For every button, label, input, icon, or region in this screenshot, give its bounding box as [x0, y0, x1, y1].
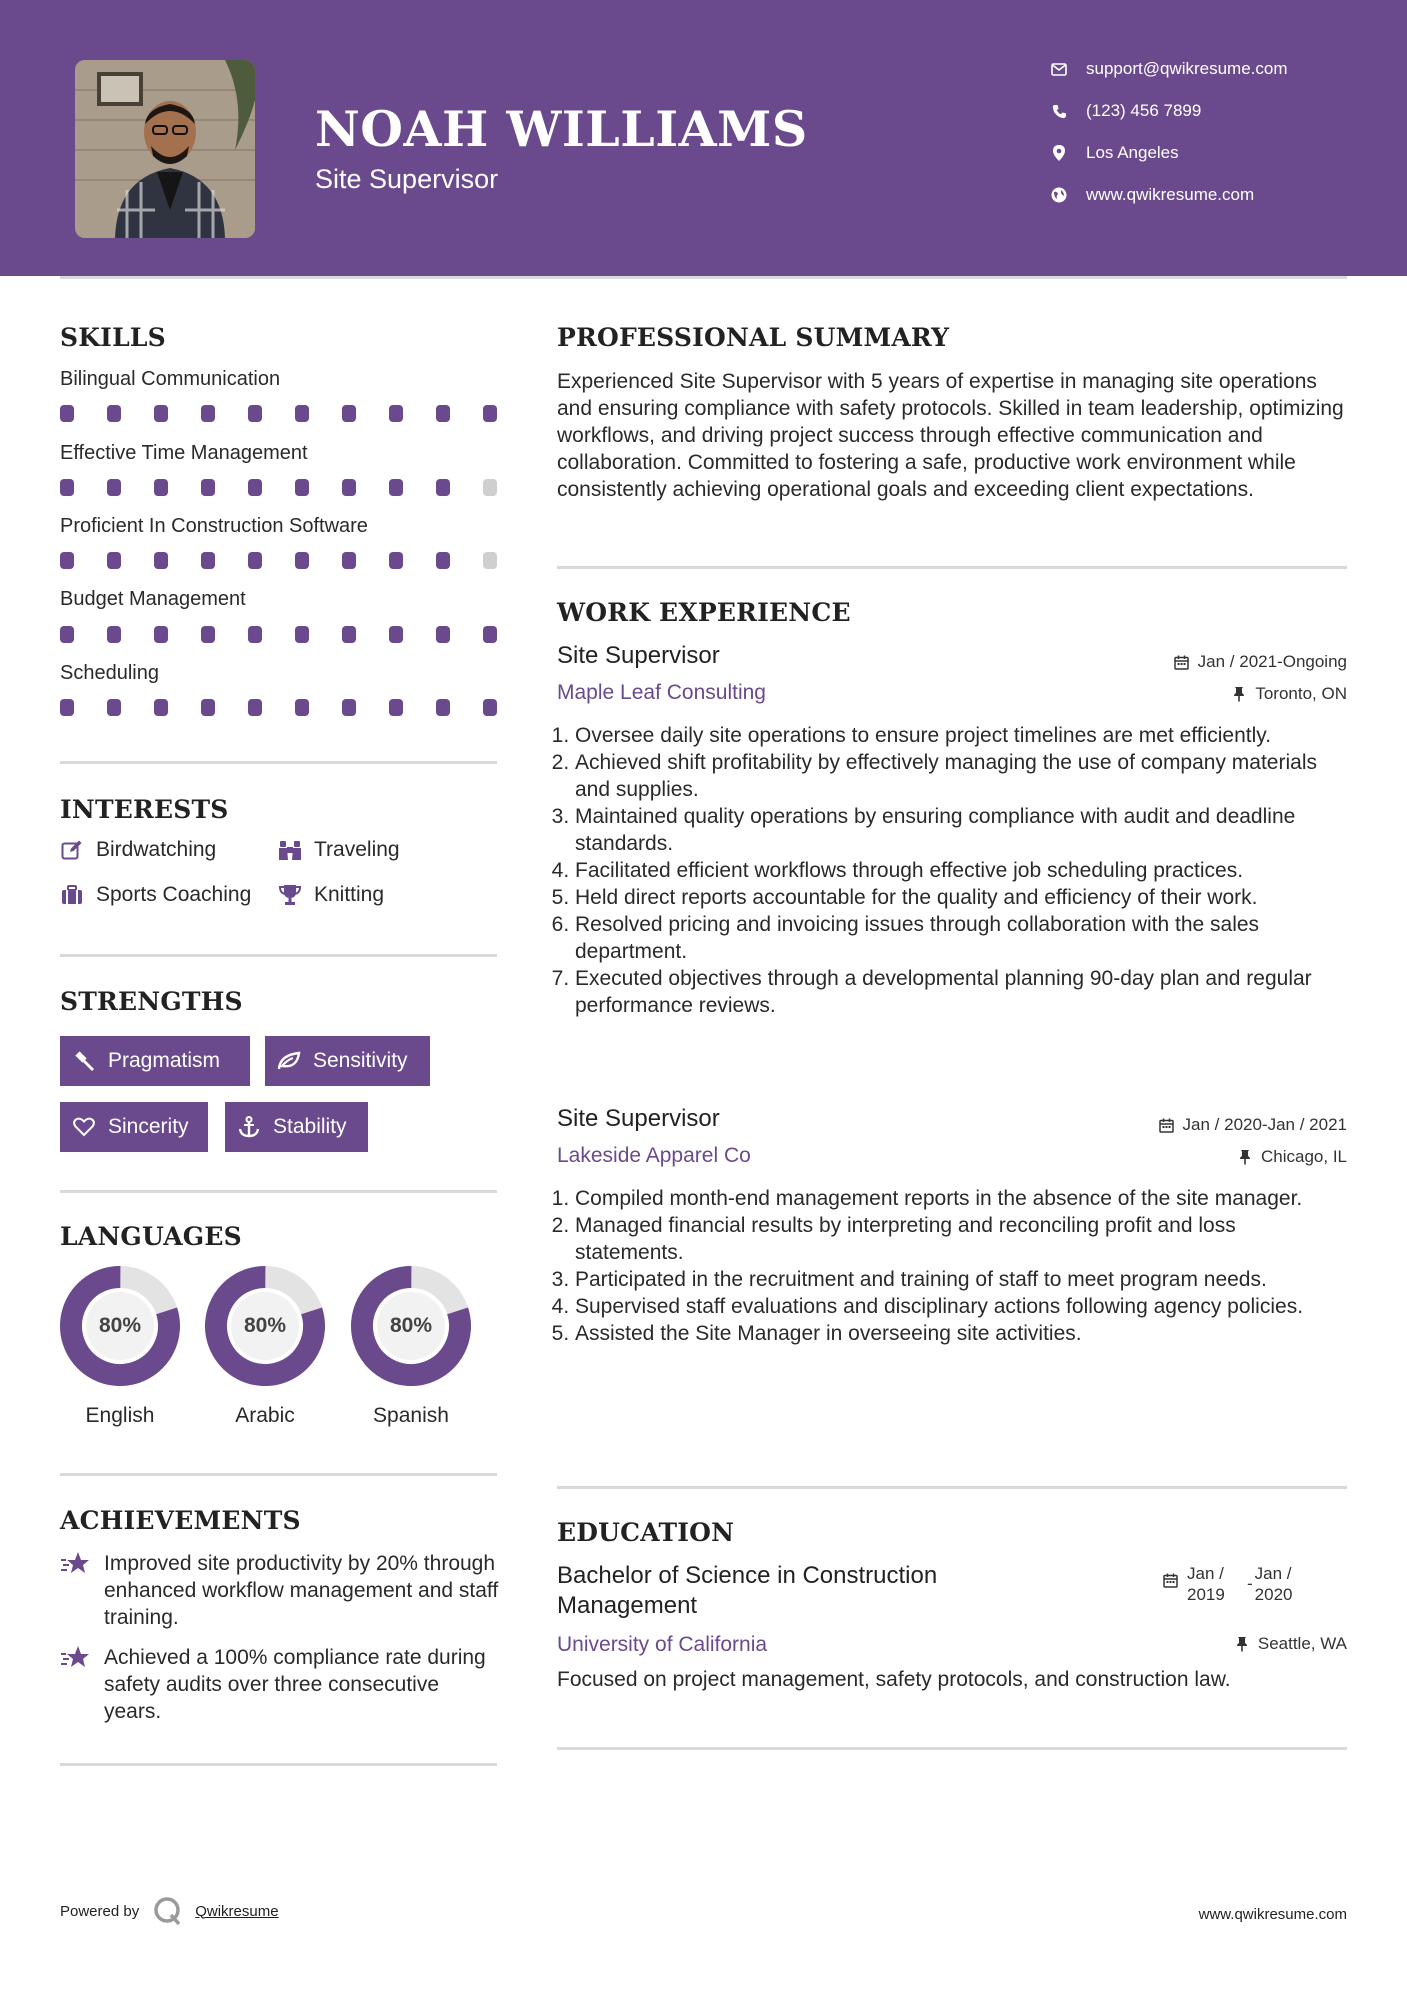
experience-heading: WORK EXPERIENCE — [557, 598, 851, 627]
contact-email-text: support@qwikresume.com — [1086, 59, 1288, 78]
achievement-item — [60, 1550, 500, 1631]
contact-website[interactable] — [1050, 182, 1350, 208]
achievement-text: Improved site productivity by 20% through enhanced workflow management and staff training. — [104, 1552, 499, 1629]
skill-dot-filled — [342, 552, 356, 569]
duty-item: 5. Held direct reports accountable for the quality and efficiency of their work. — [575, 884, 1350, 911]
skill-dot-filled — [436, 479, 450, 496]
skill-dot-filled — [436, 699, 450, 716]
star-icon — [60, 1644, 90, 1674]
leaf-icon — [277, 1049, 301, 1073]
profile-photo — [75, 60, 255, 238]
candidate-title: Site Supervisor — [315, 164, 499, 194]
resume-header — [0, 0, 1407, 276]
skill-dot-filled — [60, 405, 74, 422]
skill-dot-filled — [389, 699, 403, 716]
footer-website[interactable]: www.qwikresume.com — [1198, 1906, 1347, 1923]
interest-item — [278, 883, 384, 907]
strengths-heading: STRENGTHS — [60, 987, 243, 1016]
skill-dot-filled — [342, 479, 356, 496]
interest-item — [60, 838, 216, 862]
skill-dot-filled — [295, 699, 309, 716]
qwikresume-link[interactable]: Qwikresume — [195, 1902, 279, 1920]
skill-dot-filled — [295, 479, 309, 496]
job-dates-text: Jan / 2020-Jan / 2021 — [1182, 1115, 1347, 1134]
job-role: Site Supervisor — [557, 642, 720, 669]
skill-dot-filled — [154, 699, 168, 716]
pushpin-icon — [1237, 1149, 1253, 1165]
duty-item: 3. Participated in the recruitment and training of staff to meet program needs. — [575, 1266, 1350, 1293]
skill-dot-filled — [60, 552, 74, 569]
skill-dot-filled — [248, 552, 262, 569]
job-location-text: Toronto, ON — [1255, 684, 1347, 703]
job-location — [1231, 684, 1347, 704]
star-icon — [60, 1550, 90, 1580]
skill-dot-filled — [248, 699, 262, 716]
skill-dot-filled — [483, 699, 497, 716]
globe-icon — [1050, 186, 1068, 204]
language-item — [203, 1264, 327, 1427]
job-duties — [575, 1185, 1350, 1347]
language-name: Arabic — [235, 1404, 295, 1427]
duty-item: 5. Assisted the Site Manager in overseeing site activities. — [575, 1320, 1350, 1347]
strength-tag — [265, 1036, 430, 1086]
skill-rating — [60, 699, 497, 717]
contact-phone[interactable] — [1050, 98, 1350, 124]
duty-item: 6. Resolved pricing and invoicing issues through collaboration with the sales department. — [575, 911, 1350, 965]
language-percent: 80% — [98, 1314, 142, 1337]
pushpin-icon — [1231, 686, 1247, 702]
degree-line: Bachelor of Science in Construction — [557, 1562, 938, 1589]
strength-tag — [225, 1102, 368, 1152]
skill-dot-filled — [295, 552, 309, 569]
education-end-month: Jan / — [1254, 1564, 1292, 1583]
duty-item: 7. Executed objectives through a developmental planning 90-day plan and regular performance reviews. — [575, 965, 1350, 1019]
interest-label: Birdwatching — [96, 838, 217, 861]
skill-dot-filled — [201, 552, 215, 569]
calendar-icon — [1159, 1117, 1175, 1133]
languages-heading: LANGUAGES — [60, 1222, 242, 1251]
skill-dot-filled — [201, 626, 215, 643]
skill-dot-filled — [342, 405, 356, 422]
contact-location-text: Los Angeles — [1086, 143, 1179, 162]
summary-heading: PROFESSIONAL SUMMARY — [557, 323, 950, 352]
skill-dot-filled — [389, 479, 403, 496]
education-start-year: 2019 — [1187, 1585, 1225, 1604]
job-duties — [575, 722, 1350, 1019]
education-heading: EDUCATION — [557, 1518, 735, 1547]
strength-tag — [60, 1102, 208, 1152]
job-company: Lakeside Apparel Co — [557, 1144, 751, 1167]
skill-dot-filled — [295, 626, 309, 643]
contact-phone-text: (123) 456 7899 — [1086, 101, 1202, 120]
skill-dot-filled — [60, 699, 74, 716]
section-divider — [60, 1763, 497, 1766]
skill-dot-filled — [154, 479, 168, 496]
skill-dot-filled — [107, 699, 121, 716]
duty-item: 4. Supervised staff evaluations and disciplinary actions following agency policies. — [575, 1293, 1350, 1320]
skill-dot-empty — [483, 552, 497, 569]
strength-label: Sensitivity — [313, 1049, 408, 1072]
contact-location — [1050, 140, 1350, 166]
calendar-icon — [1163, 1573, 1179, 1589]
school-name: University of California — [557, 1633, 768, 1656]
skill-dot-filled — [436, 552, 450, 569]
section-divider — [557, 566, 1347, 569]
skills-heading: SKILLS — [60, 323, 166, 352]
achievements-heading: ACHIEVEMENTS — [60, 1506, 301, 1535]
section-divider — [60, 1190, 497, 1193]
skill-dot-filled — [154, 626, 168, 643]
briefcase-icon — [60, 883, 84, 907]
contact-email[interactable] — [1050, 56, 1350, 82]
skill-dot-filled — [154, 552, 168, 569]
education-end — [1255, 1563, 1307, 1605]
interests-heading: INTERESTS — [60, 795, 229, 824]
language-item — [349, 1264, 473, 1427]
interest-label: Traveling — [314, 838, 400, 861]
skill-rating — [60, 626, 497, 644]
language-item — [58, 1264, 182, 1427]
strength-label: Sincerity — [108, 1115, 189, 1138]
duty-item: 4. Facilitated efficient workflows through effective job scheduling practices. — [575, 857, 1350, 884]
section-divider — [60, 761, 497, 764]
trophy-icon — [278, 883, 302, 907]
skill-label: Scheduling — [60, 662, 159, 684]
job-dates — [1159, 1115, 1347, 1135]
anchor-icon — [237, 1115, 261, 1139]
skill-dot-filled — [107, 405, 121, 422]
job-dates-text: Jan / 2021-Ongoing — [1197, 652, 1347, 671]
skill-label: Bilingual Communication — [60, 368, 281, 390]
footer-powered-by — [60, 1896, 279, 1926]
job-role: Site Supervisor — [557, 1105, 720, 1132]
education-end-year: 2020 — [1254, 1585, 1293, 1604]
skill-dot-filled — [60, 479, 74, 496]
skill-rating — [60, 479, 497, 497]
strength-tag — [60, 1036, 250, 1086]
skill-dot-filled — [436, 405, 450, 422]
skill-dot-filled — [201, 699, 215, 716]
job-location-text: Chicago, IL — [1261, 1147, 1347, 1166]
duty-item: 1. Compiled month-end management reports in the absence of the site manager. — [575, 1185, 1350, 1212]
skill-label: Proficient In Construction Software — [60, 515, 368, 537]
edit-icon — [60, 838, 84, 862]
skill-dot-filled — [342, 699, 356, 716]
skill-dot-filled — [295, 405, 309, 422]
heart-icon — [72, 1115, 96, 1139]
contact-website-text: www.qwikresume.com — [1086, 185, 1255, 204]
interest-label: Sports Coaching — [96, 883, 252, 906]
section-divider — [557, 1486, 1347, 1489]
skill-dot-filled — [483, 626, 497, 643]
language-percent: 80% — [389, 1314, 433, 1337]
strength-label: Stability — [273, 1115, 347, 1138]
job-dates — [1174, 652, 1347, 672]
skill-dot-filled — [201, 479, 215, 496]
skill-dot-filled — [342, 626, 356, 643]
skill-dot-filled — [389, 626, 403, 643]
skill-dot-filled — [248, 405, 262, 422]
skill-dot-filled — [107, 479, 121, 496]
interest-item — [60, 883, 251, 907]
skill-dot-filled — [436, 626, 450, 643]
skill-dot-filled — [389, 405, 403, 422]
envelope-icon — [1050, 60, 1068, 78]
skill-dot-filled — [389, 552, 403, 569]
header-divider — [60, 276, 1347, 279]
skill-rating — [60, 552, 497, 570]
section-divider — [60, 1473, 497, 1476]
gavel-icon — [72, 1049, 96, 1073]
degree-line: Management — [557, 1592, 698, 1619]
strength-label: Pragmatism — [108, 1049, 221, 1072]
education-location-text: Seattle, WA — [1257, 1634, 1347, 1653]
skill-dot-filled — [107, 552, 121, 569]
duty-item: 2. Achieved shift profitability by effectively managing the use of company materials and supplies. — [575, 749, 1350, 803]
education-description: Focused on project management, safety protocols, and construction law. — [557, 1668, 1231, 1691]
education-start-month: Jan / — [1187, 1564, 1224, 1583]
skill-rating — [60, 405, 497, 423]
language-name: English — [85, 1404, 155, 1427]
interest-item — [278, 838, 400, 862]
achievement-item — [60, 1644, 500, 1725]
duty-item: 3. Maintained quality operations by ensuring compliance with audit and deadline standards. — [575, 803, 1350, 857]
skill-dot-filled — [483, 405, 497, 422]
skill-dot-filled — [154, 405, 168, 422]
job-company: Maple Leaf Consulting — [557, 681, 766, 704]
education-date-dash: - — [1247, 1574, 1253, 1593]
skill-dot-filled — [248, 626, 262, 643]
summary-text: Experienced Site Supervisor with 5 years of expertise in managing site operations and ensuring compliance with safety protocols. Skilled in team leadership, optimizing workflows, and driving project success through effective communication and collaboration. Committed to fostering a safe, productive work environment while consistently achieving operational goals and exceeding client expectations. — [557, 370, 1344, 501]
language-name: Spanish — [373, 1404, 449, 1427]
language-percent: 80% — [243, 1314, 287, 1337]
pushpin-icon — [1234, 1636, 1250, 1652]
duty-item: 1. Oversee daily site operations to ensure project timelines are met efficiently. — [575, 722, 1350, 749]
skill-dot-filled — [248, 479, 262, 496]
skill-label: Budget Management — [60, 588, 246, 610]
powered-by-text: Powered by — [60, 1902, 140, 1920]
education-dates — [1163, 1563, 1307, 1605]
binoculars-icon — [278, 838, 302, 862]
section-divider — [557, 1747, 1347, 1750]
map-pin-icon — [1050, 144, 1068, 162]
candidate-name: NOAH WILLIAMS — [315, 100, 808, 158]
section-divider — [60, 954, 497, 957]
skill-dot-filled — [107, 626, 121, 643]
duty-item: 2. Managed financial results by interpreting and reconciling profit and loss statements. — [575, 1212, 1350, 1266]
skill-dot-empty — [483, 479, 497, 496]
interest-label: Knitting — [314, 883, 385, 906]
education-location — [1234, 1634, 1347, 1654]
skill-label: Effective Time Management — [60, 442, 308, 464]
qwikresume-logo-icon — [153, 1896, 183, 1926]
job-location — [1237, 1147, 1347, 1167]
phone-icon — [1050, 102, 1068, 120]
skill-dot-filled — [201, 405, 215, 422]
skill-dot-filled — [60, 626, 74, 643]
calendar-icon — [1174, 654, 1190, 670]
education-start — [1187, 1563, 1239, 1605]
achievement-text: Achieved a 100% compliance rate during safety audits over three consecutive years. — [104, 1646, 486, 1723]
